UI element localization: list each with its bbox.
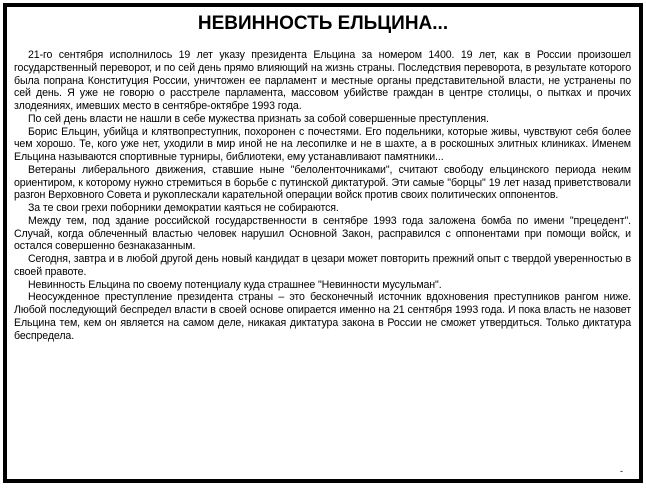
article-body — [14, 49, 631, 342]
article-frame — [3, 3, 643, 483]
article-title: НЕВИННОСТЬ ЕЛЬЦИНА... — [197, 13, 449, 34]
paragraph: Ветераны либерального движения, ставшие ныне "белоленточниками", считают свободу ельцинского периода неким ориентиром, к которому нужно стремиться в борьбе с путинской диктатурой. Эти самые "борцы" 19 лет назад приветствовали разгон Верховного Совета и рукоплескали карательной операции войск против своих политических оппонентов. — [14, 163, 631, 202]
paragraph: Неосужденное преступление президента страны – это бесконечный источник вдохновения преступников рангом ниже. Любой последующий беспредел власти в своей основе опирается именно на 21 сентября 1993 года. И пока власть не назовет Ельцина тем, кем он является на самом деле, никакая диктатура закона в России не сможет утвердиться. Только диктатура беспредела. — [14, 291, 631, 342]
paragraph: Сегодня, завтра и в любой другой день новый кандидат в цезари может повторить прежний опыт с твердой уверенностью в своей правоте. — [14, 253, 631, 278]
paragraph: По сей день власти не нашли в себе мужества признать за собой совершенные преступления. — [28, 112, 489, 125]
paragraph: Борис Ельцин, убийца и клятвопреступник, похоронен с почестями. Его подельники, которые живы, чувствуют себя более чем хорошо. Те, кого уже нет, уходили в мир иной не на лесопилке и не в шахте, а в роскошных элитных клиниках. Именем Ельцина называются спортивные турниры, библиотеки, ему устанавливают памятники... — [14, 125, 631, 163]
paragraph: За те свои грехи поборники демократии каяться не собираются. — [28, 202, 339, 214]
paragraph: Невинность Ельцина по своему потенциалу куда страшнее "Невинности мусульман". — [28, 278, 442, 291]
footer-mark: - — [620, 466, 623, 476]
paragraph: Между тем, под здание российской государственности в сентябре 1993 года заложена бомба по имени "прецедент". Случай, когда облеченный властью человек нарушил Основной Закон, расправился с оппонентами при помощи войск, и остался совершенно безнаказанным. — [14, 214, 631, 253]
paragraph: 21-го сентября исполнилось 19 лет указу президента Ельцина за номером 1400. 19 лет, как в России произошел государственный переворот, и по сей день прямо влияющий на жизнь страны. Последствия переворота, в результате которого была попрана Конституция России, уничтожен ее парламент и местные органы представительной власти, не устранены по сей день. Я уже не говорю о расстреле парламента, массовом убийстве граждан в центре столицы, о пытках и прочих злодеяниях, имевших место в сентябре-октябре 1993 года. — [14, 49, 631, 112]
